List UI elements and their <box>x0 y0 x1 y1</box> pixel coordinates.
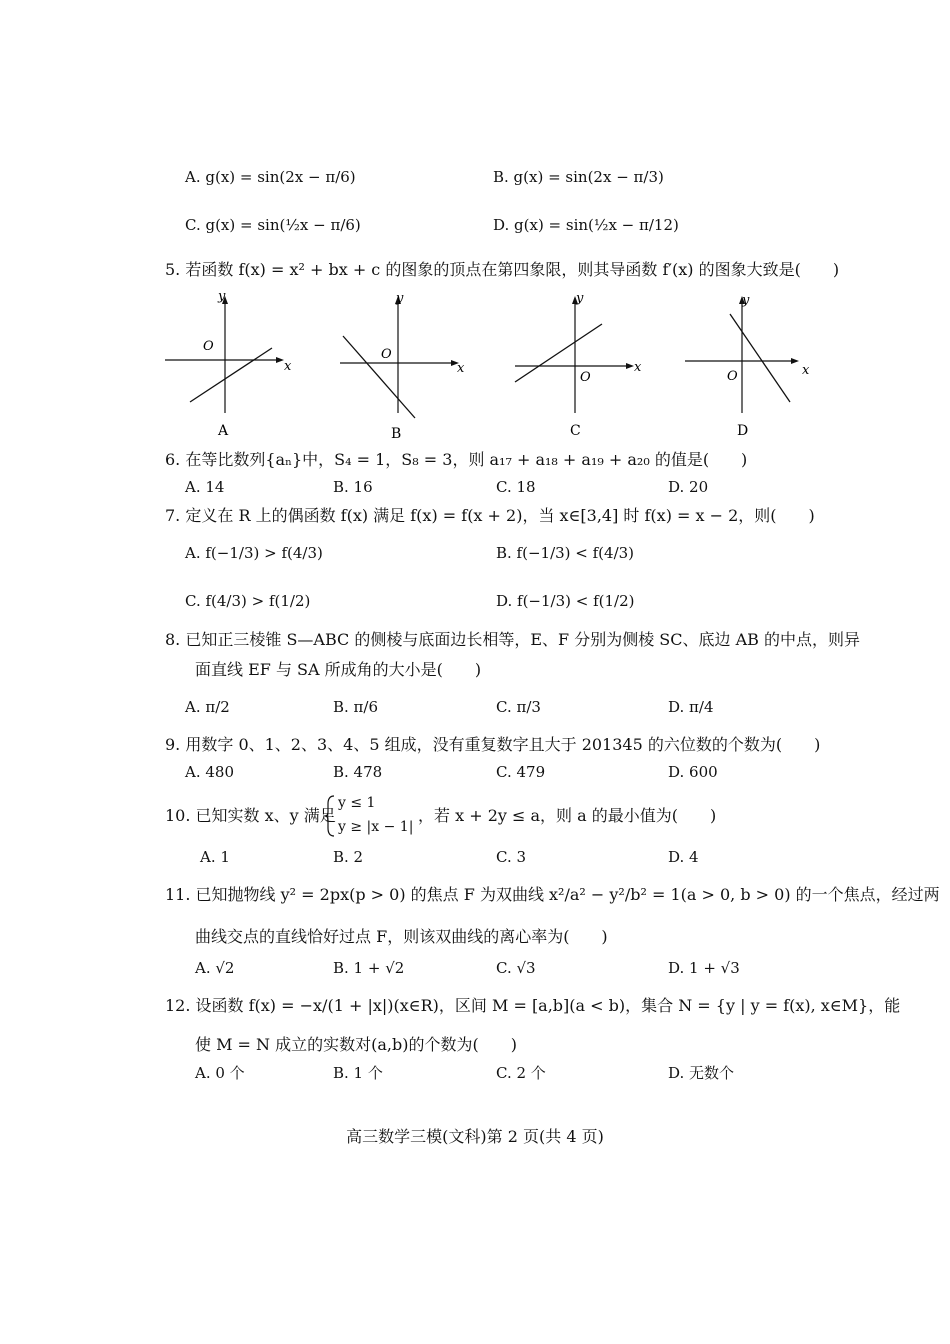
q12-text-1: 12. 设函数 f(x) = −x/(1 + |x|)(x∈R)，区间 M = [a,b](a < b)，集合 N = {y | y = f(x), x∈M}，能 <box>165 996 901 1015</box>
page-footer: 高三数学三模(文科)第 2 页(共 4 页) <box>346 1127 604 1146</box>
q5-b-y-label: y <box>396 291 404 306</box>
q8-text-1: 8. 已知正三棱锥 S—ABC 的侧棱与底面边长相等，E、F 分别为侧棱 SC、底边 AB 的中点，则异 <box>165 630 860 649</box>
q5-d-y-label: y <box>742 293 750 308</box>
q10-condition-2: y ≥ |x − 1| <box>338 819 414 835</box>
q9-option-a: A. 480 <box>185 763 234 781</box>
q7-option-d: D. f(−1/3) < f(1/2) <box>496 592 635 610</box>
q10-suffix: ，若 x + 2y ≤ a，则 a 的最小值为( ) <box>418 806 717 825</box>
q8-option-b: B. π/6 <box>333 698 379 716</box>
q5-c-origin: O <box>580 370 591 385</box>
q5-graph-d <box>680 288 820 443</box>
q12-text-2: 使 M = N 成立的实数对(a,b)的个数为( ) <box>195 1035 517 1054</box>
q6-option-a: A. 14 <box>185 478 225 496</box>
q6-text: 6. 在等比数列{aₙ}中，S₄ = 1，S₈ = 3，则 a₁₇ + a₁₈ + a₁₉ + a₂₀ 的值是( ) <box>165 450 748 469</box>
q10-option-c: C. 3 <box>496 848 527 866</box>
q9-option-d: D. 600 <box>668 763 718 781</box>
q5-a-label: A <box>218 423 229 439</box>
q7-option-b: B. f(−1/3) < f(4/3) <box>496 544 635 562</box>
q11-text-2: 曲线交点的直线恰好过点 F，则该双曲线的离心率为( ) <box>195 927 608 946</box>
q8-option-c: C. π/3 <box>496 698 541 716</box>
q5-text: 5. 若函数 f(x) = x² + bx + c 的图象的顶点在第四象限，则其导函数 f′(x) 的图象大致是( ) <box>165 260 840 279</box>
q5-a-x-label: x <box>284 359 292 374</box>
q5-c-label: C <box>570 423 581 439</box>
q5-b-label: B <box>391 426 402 442</box>
q8-option-d: D. π/4 <box>668 698 714 716</box>
q5-a-origin: O <box>203 339 214 354</box>
q5-graph-b <box>335 288 475 443</box>
q8-option-a: A. π/2 <box>185 698 230 716</box>
q7-option-a: A. f(−1/3) > f(4/3) <box>185 544 323 562</box>
q10-option-b: B. 2 <box>333 848 364 866</box>
q5-c-y-label: y <box>576 291 584 306</box>
q5-b-x-label: x <box>457 361 465 376</box>
q9-text: 9. 用数字 0、1、2、3、4、5 组成，没有重复数字且大于 201345 的六位数的个数为( ) <box>165 735 821 754</box>
q4-option-d: D. g(x) = sin(½x − π/12) <box>493 216 679 234</box>
q11-text-1: 11. 已知抛物线 y² = 2px(p > 0) 的焦点 F 为双曲线 x²/a² − y²/b² = 1(a > 0, b > 0) 的一个焦点，经过两 <box>165 885 940 904</box>
q10-option-a: A. 1 <box>200 848 230 866</box>
q6-option-c: C. 18 <box>496 478 536 496</box>
q11-option-d: D. 1 + √3 <box>668 959 740 977</box>
q4-option-a: A. g(x) = sin(2x − π/6) <box>185 168 356 186</box>
q11-option-c: C. √3 <box>496 959 536 977</box>
q10-prefix: 10. 已知实数 x、y 满足 <box>165 806 336 825</box>
q10-condition-1: y ≤ 1 <box>338 795 376 811</box>
q4-option-b: B. g(x) = sin(2x − π/3) <box>493 168 664 186</box>
q9-option-c: C. 479 <box>496 763 546 781</box>
q5-a-y-label: y <box>218 289 226 304</box>
q6-option-b: B. 16 <box>333 478 373 496</box>
q10-brace <box>324 794 336 838</box>
q11-option-b: B. 1 + √2 <box>333 959 405 977</box>
q12-option-a: A. 0 个 <box>195 1064 245 1082</box>
q5-c-x-label: x <box>634 360 642 375</box>
q12-option-c: C. 2 个 <box>496 1064 546 1082</box>
q5-b-origin: O <box>381 347 392 362</box>
q9-option-b: B. 478 <box>333 763 383 781</box>
q5-graph-a <box>160 288 300 443</box>
q8-text-2: 面直线 EF 与 SA 所成角的大小是( ) <box>195 660 482 679</box>
q6-option-d: D. 20 <box>668 478 709 496</box>
q7-text: 7. 定义在 R 上的偶函数 f(x) 满足 f(x) = f(x + 2)，当 x∈[3,4] 时 f(x) = x − 2，则( ) <box>165 506 815 525</box>
q4-option-c: C. g(x) = sin(½x − π/6) <box>185 216 361 234</box>
q5-d-origin: O <box>727 369 738 384</box>
q11-option-a: A. √2 <box>195 959 235 977</box>
q5-graph-c <box>510 288 650 443</box>
q7-option-c: C. f(4/3) > f(1/2) <box>185 592 311 610</box>
q5-d-label: D <box>737 423 749 439</box>
q10-option-d: D. 4 <box>668 848 699 866</box>
q12-option-d: D. 无数个 <box>668 1064 735 1082</box>
q5-d-x-label: x <box>802 363 810 378</box>
q12-option-b: B. 1 个 <box>333 1064 383 1082</box>
